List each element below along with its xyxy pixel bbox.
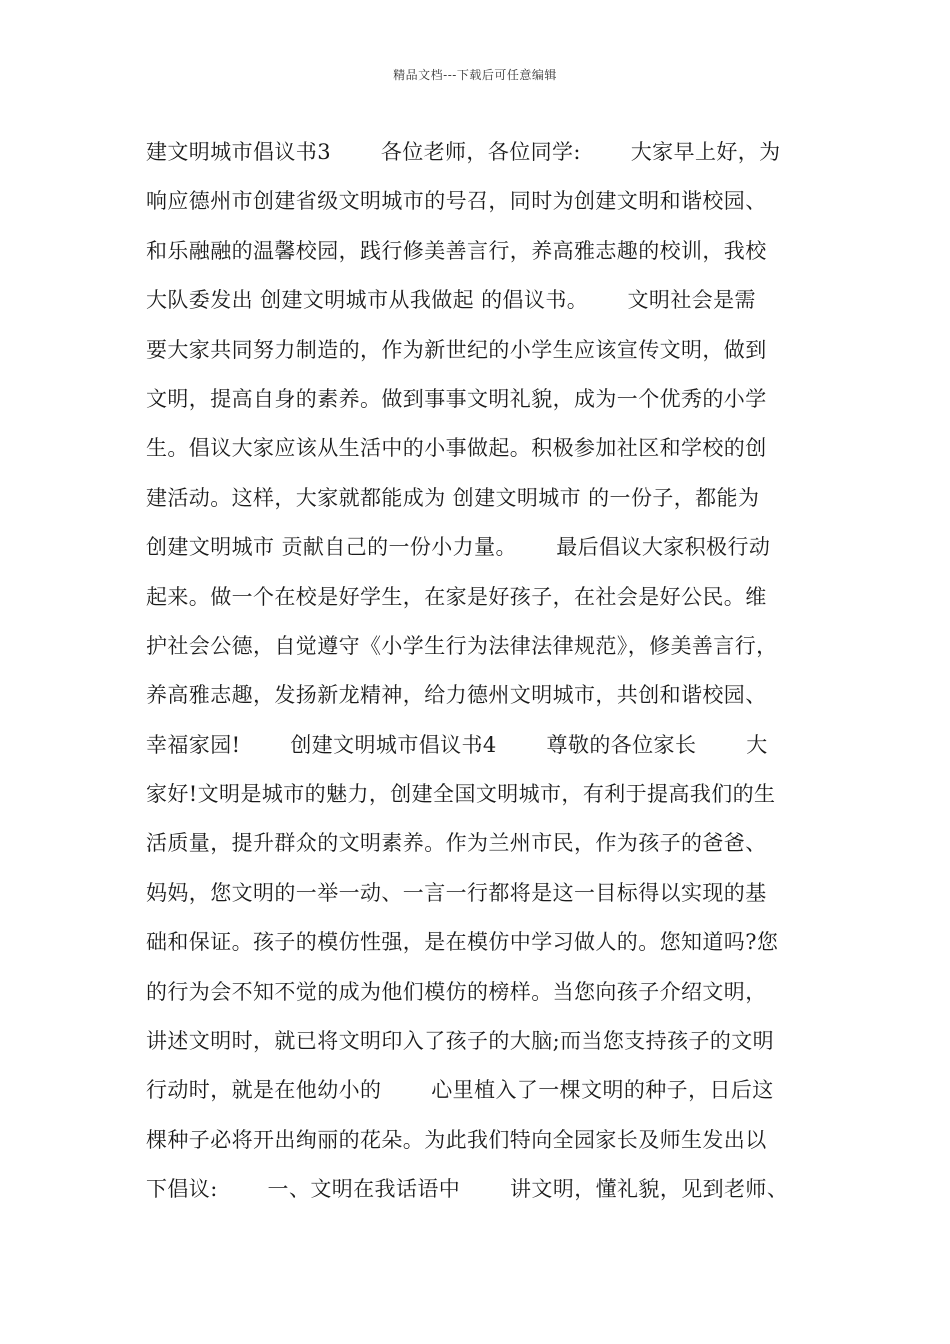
body-line: 础和保证。孩子的模仿性强，是在模仿中学习做人的。您知道吗?您 (146, 930, 779, 955)
document-body (146, 132, 826, 1219)
body-line: 起来。做一个在校是好学生，在家是好孩子，在社会是好公民。维 (146, 584, 767, 609)
body-line: 行动时，就是在他幼小的 心里植入了一棵文明的种子，日后这 (146, 1078, 774, 1103)
body-line: 创建文明城市 贡献自己的一份小力量。 最后倡议大家积极行动 (146, 535, 771, 560)
body-line: 活质量，提升群众的文明素养。作为兰州市民，作为孩子的爸爸、 (146, 831, 767, 856)
body-line: 护社会公德，自觉遵守《小学生行为法律法律规范》，修美善言行， (146, 633, 778, 658)
body-line: 和乐融融的温馨校园，践行修美善言行，养高雅志趣的校训，我校 (146, 238, 767, 263)
body-line: 妈妈，您文明的一举一动、一言一行都将是这一目标得以实现的基 (146, 880, 767, 905)
body-line: 讲述文明时，就已将文明印入了孩子的大脑;而当您支持孩子的文明 (146, 1029, 775, 1054)
body-line: 的行为会不知不觉的成为他们模仿的榜样。当您向孩子介绍文明， (146, 979, 767, 1004)
body-line: 建活动。这样，大家就都能成为 创建文明城市 的一份子，都能为 (146, 485, 760, 510)
body-line: 响应德州市创建省级文明城市的号召，同时为创建文明和谐校园、 (146, 189, 767, 214)
body-line: 建文明城市倡议书3 各位老师，各位同学: 大家早上好，为 (146, 140, 781, 164)
body-line: 下倡议: 一、文明在我话语中 讲文明，懂礼貌，见到老师、 (146, 1177, 789, 1202)
body-line: 棵种子必将开出绚丽的花朵。为此我们特向全园家长及师生发出以 (146, 1127, 767, 1152)
body-line: 生。倡议大家应该从生活中的小事做起。积极参加社区和学校的创 (146, 436, 767, 461)
body-line: 幸福家园! 创建文明城市倡议书4 尊敬的各位家长 大 (146, 732, 768, 757)
page-header: 精品文档---下载后可任意编辑 (393, 68, 557, 82)
body-line: 文明，提高自身的素养。做到事事文明礼貌，成为一个优秀的小学 (146, 386, 767, 411)
body-line: 家好!文明是城市的魅力，创建全国文明城市，有利于提高我们的生 (146, 782, 776, 807)
body-line: 养高雅志趣，发扬新龙精神，给力德州文明城市，共创和谐校园、 (146, 683, 767, 708)
body-line: 要大家共同努力制造的，作为新世纪的小学生应该宣传文明，做到 (146, 337, 767, 362)
body-line: 大队委发出 创建文明城市从我做起 的倡议书。 文明社会是需 (146, 288, 756, 313)
